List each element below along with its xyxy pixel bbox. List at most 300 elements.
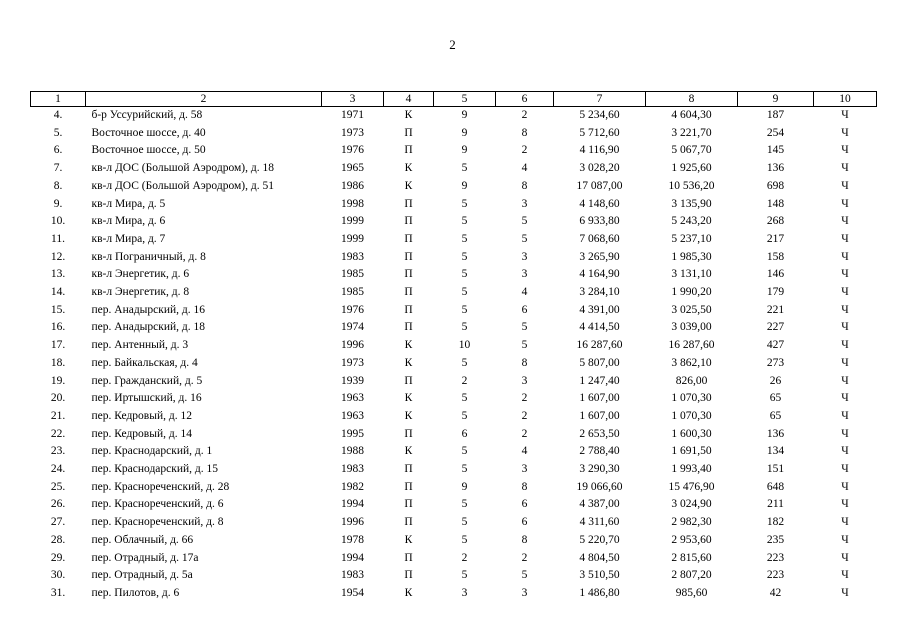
entrances-cell: 6	[521, 516, 528, 529]
wall-material-cell: К	[404, 533, 413, 546]
year-built-cell: 1983	[341, 250, 364, 263]
residents-cell: 136	[766, 427, 785, 440]
column-header-4: 4	[384, 92, 434, 107]
entrances-cell: 8	[521, 356, 528, 369]
ownership-cell: Ч	[841, 109, 849, 121]
entrances-cell: 3	[521, 586, 528, 599]
row-number-cell: 28.	[50, 533, 66, 546]
address-cell: кв-л ДОС (Большой Аэродром), д. 51	[91, 179, 274, 192]
floors-cell: 5	[461, 392, 468, 405]
floors-cell: 2	[461, 551, 468, 564]
total-area-cell: 4 116,90	[579, 144, 620, 157]
ownership-cell: Ч	[841, 286, 849, 299]
wall-material-cell: П	[404, 569, 413, 582]
residents-cell: 151	[766, 463, 785, 476]
year-built-cell: 1954	[341, 586, 364, 599]
wall-material-cell: П	[404, 250, 413, 263]
address-cell: пер. Антенный, д. 3	[91, 339, 189, 352]
total-area-cell: 4 311,60	[579, 516, 620, 529]
address-cell: Восточное шоссе, д. 50	[91, 144, 206, 157]
residents-cell: 158	[766, 250, 785, 263]
address-cell: Восточное шоссе, д. 40	[91, 126, 206, 139]
ownership-cell: Ч	[841, 480, 849, 493]
row-number-cell: 10.	[50, 215, 66, 228]
address-cell: кв-л Мира, д. 7	[91, 232, 166, 245]
wall-material-cell: П	[404, 480, 413, 493]
floors-cell: 5	[461, 197, 468, 210]
residents-cell: 648	[766, 480, 785, 493]
row-number-cell: 15.	[50, 303, 66, 316]
year-built-cell: 1976	[341, 144, 364, 157]
entrances-cell: 8	[521, 533, 528, 546]
floors-cell: 9	[461, 109, 468, 121]
address-cell: пер. Краснодарский, д. 1	[91, 445, 213, 458]
table-row	[31, 355, 877, 373]
living-area-cell: 985,60	[675, 586, 708, 599]
residents-cell: 235	[766, 533, 785, 546]
row-number-cell: 25.	[50, 480, 66, 493]
living-area-cell: 5 237,10	[671, 232, 712, 245]
residents-cell: 254	[766, 126, 785, 139]
ownership-cell: Ч	[841, 144, 849, 157]
year-built-cell: 1986	[341, 179, 364, 192]
address-cell: пер. Кедровый, д. 12	[91, 409, 192, 422]
living-area-cell: 3 221,70	[671, 126, 712, 139]
wall-material-cell: П	[404, 268, 413, 281]
residents-cell: 145	[766, 144, 785, 157]
wall-material-cell: К	[404, 445, 413, 458]
column-header-3: 3	[322, 92, 384, 107]
ownership-cell: Ч	[841, 197, 849, 210]
address-cell: пер. Отрадный, д. 5а	[91, 569, 193, 582]
year-built-cell: 1983	[341, 463, 364, 476]
entrances-cell: 2	[521, 551, 528, 564]
table-row	[31, 496, 877, 514]
wall-material-cell: П	[404, 463, 413, 476]
row-number-cell: 4.	[53, 109, 63, 121]
wall-material-cell: П	[404, 232, 413, 245]
ownership-cell: Ч	[841, 321, 849, 334]
row-number-cell: 18.	[50, 356, 66, 369]
total-area-cell: 4 148,60	[579, 197, 620, 210]
residents-cell: 221	[766, 303, 785, 316]
ownership-cell: Ч	[841, 463, 849, 476]
wall-material-cell: К	[404, 356, 413, 369]
total-area-cell: 3 284,10	[579, 286, 620, 299]
year-built-cell: 1974	[341, 321, 364, 334]
table-row	[31, 319, 877, 337]
table-row	[31, 585, 877, 603]
entrances-cell: 2	[521, 109, 528, 121]
living-area-cell: 1 925,60	[671, 162, 712, 175]
table-row	[31, 302, 877, 320]
total-area-cell: 4 387,00	[579, 498, 620, 511]
address-cell: пер. Анадырский, д. 18	[91, 321, 206, 334]
table-row	[31, 125, 877, 143]
total-area-cell: 3 510,50	[579, 569, 620, 582]
living-area-cell: 1 990,20	[671, 286, 712, 299]
total-area-cell: 7 068,60	[579, 232, 620, 245]
table-row	[31, 390, 877, 408]
wall-material-cell: К	[404, 409, 413, 422]
year-built-cell: 1965	[341, 162, 364, 175]
address-cell: кв-л Энергетик, д. 6	[91, 268, 190, 281]
table-row	[31, 479, 877, 497]
table-row	[31, 426, 877, 444]
address-cell: кв-л Энергетик, д. 8	[91, 286, 190, 299]
table-row	[31, 373, 877, 391]
table-row	[31, 213, 877, 231]
floors-cell: 5	[461, 286, 468, 299]
wall-material-cell: П	[404, 197, 413, 210]
column-number-header-row	[31, 92, 877, 107]
entrances-cell: 3	[521, 374, 528, 387]
year-built-cell: 1983	[341, 569, 364, 582]
floors-cell: 5	[461, 463, 468, 476]
column-header-6: 6	[496, 92, 554, 107]
ownership-cell: Ч	[841, 445, 849, 458]
row-number-cell: 13.	[50, 268, 66, 281]
total-area-cell: 5 234,60	[579, 109, 620, 121]
table-row	[31, 461, 877, 479]
ownership-cell: Ч	[841, 268, 849, 281]
year-built-cell: 1996	[341, 339, 364, 352]
ownership-cell: Ч	[841, 215, 849, 228]
wall-material-cell: К	[404, 179, 413, 192]
table-row	[31, 178, 877, 196]
table-row	[31, 231, 877, 249]
total-area-cell: 5 712,60	[579, 126, 620, 139]
residents-cell: 211	[767, 498, 784, 511]
residents-cell: 698	[766, 179, 785, 192]
wall-material-cell: П	[404, 374, 413, 387]
floors-cell: 3	[461, 586, 468, 599]
floors-cell: 9	[461, 480, 468, 493]
living-area-cell: 2 815,60	[671, 551, 712, 564]
total-area-cell: 1 607,00	[579, 392, 620, 405]
row-number-cell: 11.	[51, 232, 65, 245]
year-built-cell: 1999	[341, 215, 364, 228]
ownership-cell: Ч	[841, 409, 849, 422]
wall-material-cell: К	[404, 162, 413, 175]
entrances-cell: 3	[521, 197, 528, 210]
ownership-cell: Ч	[841, 162, 849, 175]
entrances-cell: 3	[521, 268, 528, 281]
ownership-cell: Ч	[841, 498, 849, 511]
floors-cell: 10	[458, 339, 471, 352]
address-cell: кв-л ДОС (Большой Аэродром), д. 18	[91, 162, 274, 175]
row-number-cell: 22.	[50, 427, 66, 440]
wall-material-cell: П	[404, 126, 413, 139]
entrances-cell: 6	[521, 498, 528, 511]
floors-cell: 9	[461, 126, 468, 139]
entrances-cell: 3	[521, 250, 528, 263]
residents-cell: 65	[769, 392, 782, 405]
floors-cell: 5	[461, 303, 468, 316]
living-area-cell: 1 985,30	[671, 250, 712, 263]
residents-cell: 148	[766, 197, 785, 210]
living-area-cell: 1 070,30	[671, 392, 712, 405]
floors-cell: 6	[461, 427, 468, 440]
table-row	[31, 337, 877, 355]
column-header-7: 7	[554, 92, 646, 107]
total-area-cell: 3 265,90	[579, 250, 620, 263]
ownership-cell: Ч	[841, 427, 849, 440]
total-area-cell: 4 391,00	[579, 303, 620, 316]
living-area-cell: 3 039,00	[671, 321, 712, 334]
table-row	[31, 249, 877, 267]
total-area-cell: 2 788,40	[579, 445, 620, 458]
table-row	[31, 196, 877, 214]
year-built-cell: 1978	[341, 533, 364, 546]
row-number-cell: 8.	[53, 179, 63, 192]
row-number-cell: 7.	[53, 162, 63, 175]
ownership-cell: Ч	[841, 356, 849, 369]
year-built-cell: 1973	[341, 356, 364, 369]
residents-cell: 427	[766, 339, 785, 352]
floors-cell: 9	[461, 179, 468, 192]
row-number-cell: 12.	[50, 250, 66, 263]
residents-cell: 42	[769, 586, 782, 599]
total-area-cell: 3 028,20	[579, 162, 620, 175]
ownership-cell: Ч	[841, 374, 849, 387]
entrances-cell: 5	[521, 569, 528, 582]
entrances-cell: 5	[521, 339, 528, 352]
entrances-cell: 8	[521, 179, 528, 192]
ownership-cell: Ч	[841, 569, 849, 582]
floors-cell: 5	[461, 268, 468, 281]
year-built-cell: 1985	[341, 286, 364, 299]
address-cell: кв-л Мира, д. 6	[91, 215, 166, 228]
wall-material-cell: П	[404, 215, 413, 228]
floors-cell: 5	[461, 498, 468, 511]
row-number-cell: 24.	[50, 463, 66, 476]
year-built-cell: 1963	[341, 409, 364, 422]
address-cell: пер. Гражданский, д. 5	[91, 374, 203, 387]
address-cell: б-р Уссурийский, д. 58	[91, 109, 203, 121]
row-number-cell: 5.	[53, 126, 63, 139]
residents-cell: 146	[766, 268, 785, 281]
ownership-cell: Ч	[841, 179, 849, 192]
year-built-cell: 1999	[341, 232, 364, 245]
address-cell: пер. Пилотов, д. 6	[91, 586, 180, 599]
year-built-cell: 1939	[341, 374, 364, 387]
year-built-cell: 1994	[341, 498, 364, 511]
living-area-cell: 5 067,70	[671, 144, 712, 157]
floors-cell: 5	[461, 533, 468, 546]
row-number-cell: 27.	[50, 516, 66, 529]
row-number-cell: 17.	[50, 339, 66, 352]
year-built-cell: 1988	[341, 445, 364, 458]
year-built-cell: 1994	[341, 551, 364, 564]
living-area-cell: 15 476,90	[668, 480, 715, 493]
total-area-cell: 4 414,50	[579, 321, 620, 334]
total-area-cell: 1 607,00	[579, 409, 620, 422]
column-header-8: 8	[646, 92, 738, 107]
year-built-cell: 1982	[341, 480, 364, 493]
floors-cell: 5	[461, 321, 468, 334]
table-row	[31, 107, 877, 125]
total-area-cell: 4 164,90	[579, 268, 620, 281]
residents-cell: 134	[766, 445, 785, 458]
residents-cell: 268	[766, 215, 785, 228]
residents-cell: 179	[766, 286, 785, 299]
residents-cell: 136	[766, 162, 785, 175]
ownership-cell: Ч	[841, 533, 849, 546]
living-area-cell: 3 131,10	[671, 268, 712, 281]
entrances-cell: 4	[521, 162, 528, 175]
total-area-cell: 16 287,60	[576, 339, 623, 352]
living-area-cell: 2 807,20	[671, 569, 712, 582]
wall-material-cell: П	[404, 427, 413, 440]
table-row	[31, 532, 877, 550]
total-area-cell: 17 087,00	[576, 179, 623, 192]
living-area-cell: 4 604,30	[671, 109, 712, 121]
living-area-cell: 16 287,60	[668, 339, 715, 352]
address-cell: пер. Краснодарский, д. 15	[91, 463, 219, 476]
wall-material-cell: П	[404, 321, 413, 334]
address-cell: пер. Краснореченский, д. 6	[91, 498, 224, 511]
year-built-cell: 1996	[341, 516, 364, 529]
entrances-cell: 2	[521, 409, 528, 422]
ownership-cell: Ч	[841, 586, 849, 599]
total-area-cell: 1 486,80	[579, 586, 620, 599]
residents-cell: 26	[769, 374, 782, 387]
ownership-cell: Ч	[841, 392, 849, 405]
total-area-cell: 5 220,70	[579, 533, 620, 546]
floors-cell: 5	[461, 250, 468, 263]
wall-material-cell: К	[404, 392, 413, 405]
residents-cell: 217	[766, 232, 785, 245]
entrances-cell: 8	[521, 480, 528, 493]
total-area-cell: 6 933,80	[579, 215, 620, 228]
floors-cell: 5	[461, 409, 468, 422]
wall-material-cell: П	[404, 144, 413, 157]
living-area-cell: 3 025,50	[671, 303, 712, 316]
residents-cell: 182	[766, 516, 785, 529]
row-number-cell: 16.	[50, 321, 66, 334]
floors-cell: 5	[461, 232, 468, 245]
row-number-cell: 14.	[50, 286, 66, 299]
column-header-10: 10	[814, 92, 877, 107]
row-number-cell: 19.	[50, 374, 66, 387]
living-area-cell: 3 135,90	[671, 197, 712, 210]
entrances-cell: 8	[521, 126, 528, 139]
row-number-cell: 26.	[50, 498, 66, 511]
table-row	[31, 408, 877, 426]
row-number-cell: 30.	[50, 569, 66, 582]
entrances-cell: 5	[521, 215, 528, 228]
row-number-cell: 20.	[50, 392, 66, 405]
column-header-5: 5	[434, 92, 496, 107]
row-number-cell: 9.	[53, 197, 63, 210]
entrances-cell: 2	[521, 144, 528, 157]
ownership-cell: Ч	[841, 516, 849, 529]
table-row	[31, 443, 877, 461]
year-built-cell: 1985	[341, 268, 364, 281]
table-row	[31, 550, 877, 568]
living-area-cell: 1 600,30	[671, 427, 712, 440]
address-cell: кв-л Мира, д. 5	[91, 197, 166, 210]
floors-cell: 5	[461, 162, 468, 175]
residents-cell: 65	[769, 409, 782, 422]
ownership-cell: Ч	[841, 126, 849, 139]
floors-cell: 5	[461, 569, 468, 582]
total-area-cell: 3 290,30	[579, 463, 620, 476]
row-number-cell: 6.	[53, 144, 63, 157]
living-area-cell: 1 993,40	[671, 463, 712, 476]
floors-cell: 5	[461, 215, 468, 228]
living-area-cell: 2 982,30	[671, 516, 712, 529]
residents-cell: 273	[766, 356, 785, 369]
living-area-cell: 826,00	[675, 374, 708, 387]
floors-cell: 5	[461, 516, 468, 529]
table-body	[31, 107, 877, 603]
ownership-cell: Ч	[841, 339, 849, 352]
floors-cell: 2	[461, 374, 468, 387]
column-header-9: 9	[738, 92, 814, 107]
table-row	[31, 142, 877, 160]
year-built-cell: 1998	[341, 197, 364, 210]
wall-material-cell: К	[404, 339, 413, 352]
address-cell: пер. Отрадный, д. 17а	[91, 551, 199, 564]
entrances-cell: 2	[521, 392, 528, 405]
living-area-cell: 3 862,10	[671, 356, 712, 369]
year-built-cell: 1995	[341, 427, 364, 440]
floors-cell: 5	[461, 445, 468, 458]
table-row	[31, 514, 877, 532]
wall-material-cell: П	[404, 498, 413, 511]
housing-registry-table	[30, 91, 877, 603]
entrances-cell: 5	[521, 321, 528, 334]
ownership-cell: Ч	[841, 551, 849, 564]
entrances-cell: 2	[521, 427, 528, 440]
floors-cell: 5	[461, 356, 468, 369]
entrances-cell: 3	[521, 463, 528, 476]
residents-cell: 227	[766, 321, 785, 334]
living-area-cell: 10 536,20	[668, 179, 715, 192]
total-area-cell: 5 807,00	[579, 356, 620, 369]
address-cell: пер. Кедровый, д. 14	[91, 427, 192, 440]
year-built-cell: 1973	[341, 126, 364, 139]
ownership-cell: Ч	[841, 250, 849, 263]
column-header-1: 1	[31, 92, 86, 107]
floors-cell: 9	[461, 144, 468, 157]
address-cell: пер. Облачный, д. 66	[91, 533, 194, 546]
address-cell: пер. Байкальская, д. 4	[91, 356, 198, 369]
ownership-cell: Ч	[841, 232, 849, 245]
address-cell: пер. Краснореченский, д. 8	[91, 516, 224, 529]
living-area-cell: 3 024,90	[671, 498, 712, 511]
residents-cell: 187	[766, 109, 785, 121]
table-row	[31, 284, 877, 302]
address-cell: пер. Анадырский, д. 16	[91, 303, 206, 316]
entrances-cell: 5	[521, 232, 528, 245]
page-number: 2	[449, 37, 456, 52]
address-cell: пер. Краснореченский, д. 28	[91, 480, 230, 493]
wall-material-cell: П	[404, 516, 413, 529]
total-area-cell: 1 247,40	[579, 374, 620, 387]
wall-material-cell: К	[404, 109, 413, 121]
living-area-cell: 2 953,60	[671, 533, 712, 546]
table-row	[31, 567, 877, 585]
table-row	[31, 266, 877, 284]
ownership-cell: Ч	[841, 303, 849, 316]
table-row	[31, 160, 877, 178]
living-area-cell: 5 243,20	[671, 215, 712, 228]
column-header-2: 2	[86, 92, 322, 107]
row-number-cell: 21.	[50, 409, 66, 422]
